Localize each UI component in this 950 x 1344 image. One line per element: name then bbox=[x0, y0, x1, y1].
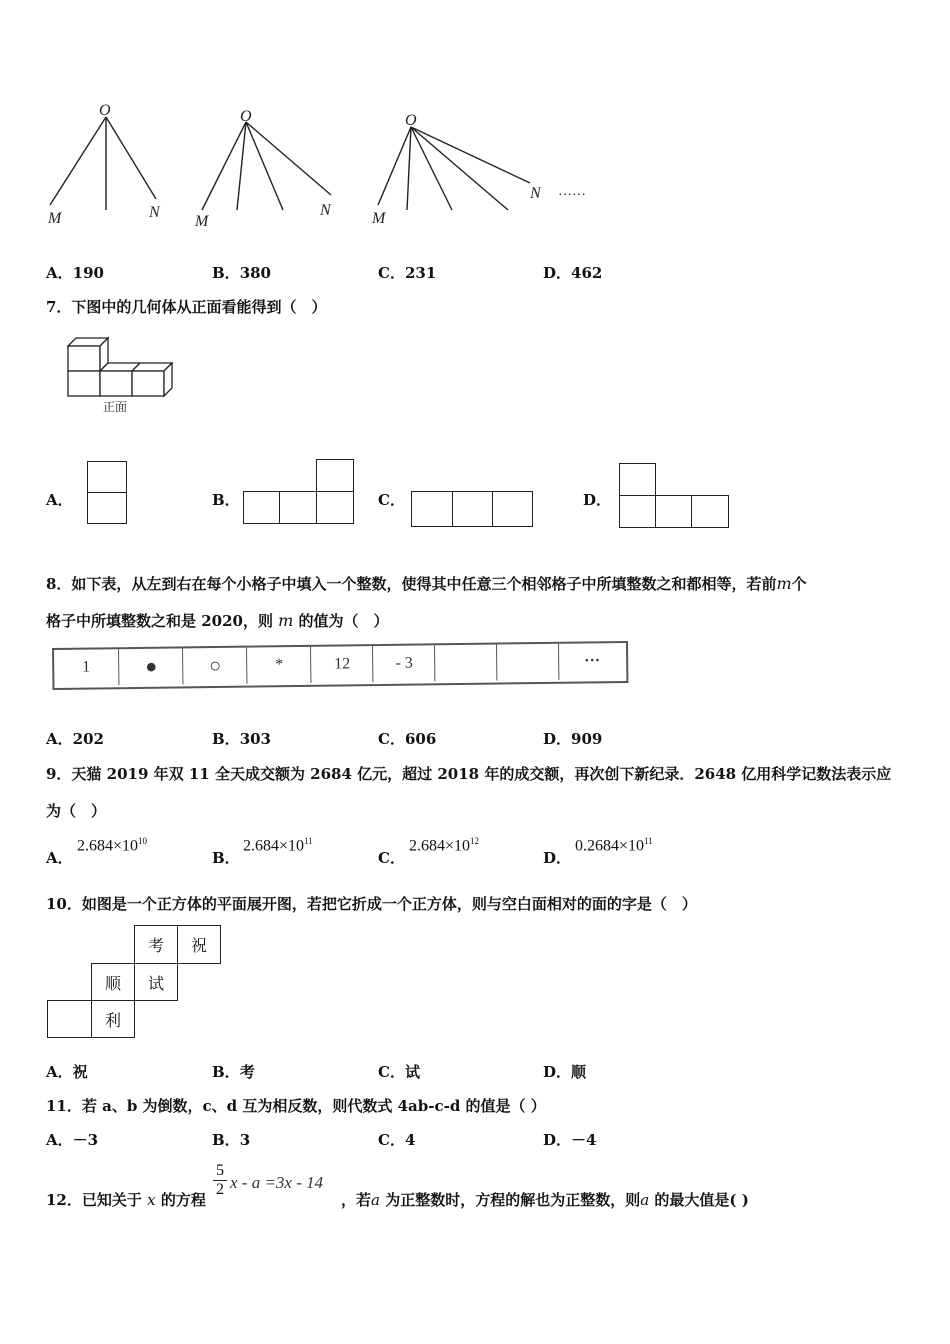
q11-text: 11．若 a、b 为倒数，c、d 互为相反数，则代数式 4ab-c-d 的值是（ ） bbox=[46, 1097, 546, 1115]
label-n-1: N bbox=[149, 204, 160, 221]
q6-option-a[interactable]: A．190 bbox=[46, 264, 104, 282]
q9-option-c-value: $2.684\times 10^{12}$ bbox=[409, 836, 480, 855]
label-n-3: N bbox=[530, 185, 541, 202]
q11-option-c[interactable]: C．4 bbox=[378, 1131, 416, 1149]
label-m-3: M bbox=[372, 210, 386, 227]
q6-option-c[interactable]: C．231 bbox=[378, 264, 437, 282]
q9-option-a-value: $2.684\times 10^{10}$ bbox=[77, 836, 148, 855]
fan-figures bbox=[40, 95, 620, 235]
q12-tail: ，若a 为正整数时，方程的解也为正整数，则a 的最大值是( ) bbox=[341, 1191, 749, 1209]
front-label: 正面 bbox=[103, 400, 128, 414]
q10-option-a[interactable]: A．祝 bbox=[46, 1063, 88, 1081]
q12-prefix: 12．已知关于 x 的方程 bbox=[46, 1191, 206, 1209]
net-face-shun: 顺 bbox=[91, 963, 135, 1001]
net-face-blank bbox=[47, 1000, 92, 1038]
q7-c-cell-2 bbox=[452, 491, 493, 527]
q7-d-cell-2 bbox=[619, 495, 656, 528]
label-o-1: O bbox=[99, 102, 111, 119]
q9-option-b-letter[interactable]: B． bbox=[212, 849, 240, 867]
q8-option-c[interactable]: C．606 bbox=[378, 730, 437, 748]
q6-option-d[interactable]: D．462 bbox=[543, 264, 603, 282]
q7-option-b[interactable]: B． bbox=[212, 491, 240, 509]
q7-c-cell-1 bbox=[411, 491, 453, 527]
net-face-shi: 试 bbox=[134, 963, 178, 1001]
strip-cell-1: 1 bbox=[82, 658, 91, 676]
strip-cell-7 bbox=[434, 645, 497, 682]
strip-cell-5: 12 bbox=[310, 646, 373, 683]
net-face-li: 利 bbox=[91, 1000, 135, 1038]
label-dots: …… bbox=[558, 184, 586, 199]
label-o-2: O bbox=[240, 108, 252, 125]
q7-solid-figure bbox=[62, 334, 182, 418]
q9-option-a-letter[interactable]: A． bbox=[46, 849, 73, 867]
q9-option-d-letter[interactable]: D． bbox=[543, 849, 572, 867]
q11-option-a[interactable]: A．－3 bbox=[46, 1131, 99, 1149]
strip-cell-6: - 3 bbox=[372, 645, 435, 682]
q7-c-cell-3 bbox=[492, 491, 533, 527]
q8-option-d[interactable]: D．909 bbox=[543, 730, 603, 748]
q12-equation: x - a =3x - 14 bbox=[230, 1173, 324, 1192]
q10-option-c[interactable]: C．试 bbox=[378, 1063, 420, 1081]
q7-d-cell-3 bbox=[655, 495, 692, 528]
q10-option-d[interactable]: D．顺 bbox=[543, 1063, 587, 1081]
q7-b-cell-1 bbox=[243, 491, 280, 524]
strip-cell-2: ● bbox=[118, 648, 183, 685]
q8-line-1: 8．如下表，从左到右在每个小格子中填入一个整数，使得其中任意三个相邻格子中所填整数之和都相等，若前m个 bbox=[46, 574, 807, 593]
q7-option-a[interactable]: A． bbox=[46, 491, 73, 509]
q7-option-d[interactable]: D． bbox=[583, 491, 612, 509]
q7-b-cell-4 bbox=[316, 459, 354, 492]
q7-b-cell-2 bbox=[279, 491, 317, 524]
strip-cell-8 bbox=[496, 644, 559, 681]
q10-text: 10．如图是一个正方体的平面展开图，若把它折成一个正方体，则与空白面相对的面的字是（ ） bbox=[46, 895, 697, 913]
q9-option-b-value: $2.684\times 10^{11}$ bbox=[243, 836, 313, 855]
q8-number-strip bbox=[52, 641, 628, 690]
q7-option-c[interactable]: C． bbox=[378, 491, 405, 509]
label-n-2: N bbox=[320, 202, 331, 219]
q7-text: 7．下图中的几何体从正面看能得到（ ） bbox=[46, 298, 327, 316]
q7-b-cell-3 bbox=[316, 491, 354, 524]
q9-option-d-value: $0.2684\times 10^{11}$ bbox=[575, 836, 653, 855]
q11-option-b[interactable]: B．3 bbox=[212, 1131, 251, 1149]
label-o-3: O bbox=[405, 112, 417, 129]
q7-a-cell-2 bbox=[87, 492, 127, 524]
q8-option-a[interactable]: A．202 bbox=[46, 730, 104, 748]
strip-cell-3: ○ bbox=[182, 648, 247, 685]
q12-fraction: 5 2 bbox=[213, 1162, 227, 1199]
q9-line-1: 9．天猫 2019 年双 11 全天成交额为 2684 亿元，超过 2018 年的成交额，再次创下新纪录．2648 亿用科学记数法表示应 bbox=[46, 765, 892, 783]
label-m-2: M bbox=[195, 213, 209, 230]
q7-d-cell-4 bbox=[691, 495, 729, 528]
strip-cell-4: * bbox=[246, 647, 311, 684]
q8-option-b[interactable]: B．303 bbox=[212, 730, 271, 748]
q9-line-2: 为（ ） bbox=[46, 802, 107, 820]
q11-option-d[interactable]: D．－4 bbox=[543, 1131, 597, 1149]
net-face-kao: 考 bbox=[134, 925, 178, 964]
q10-option-b[interactable]: B．考 bbox=[212, 1063, 255, 1081]
q6-option-b[interactable]: B．380 bbox=[212, 264, 271, 282]
q7-d-cell-1 bbox=[619, 463, 656, 496]
label-m-1: M bbox=[48, 210, 62, 227]
q9-option-c-letter[interactable]: C． bbox=[378, 849, 405, 867]
q7-a-cell-1 bbox=[87, 461, 127, 493]
net-face-zhu: 祝 bbox=[177, 925, 221, 964]
q8-line-2: 格子中所填整数之和是 2020，则 m 的值为（ ） bbox=[46, 611, 389, 630]
strip-cell-9: ··· bbox=[558, 643, 625, 680]
